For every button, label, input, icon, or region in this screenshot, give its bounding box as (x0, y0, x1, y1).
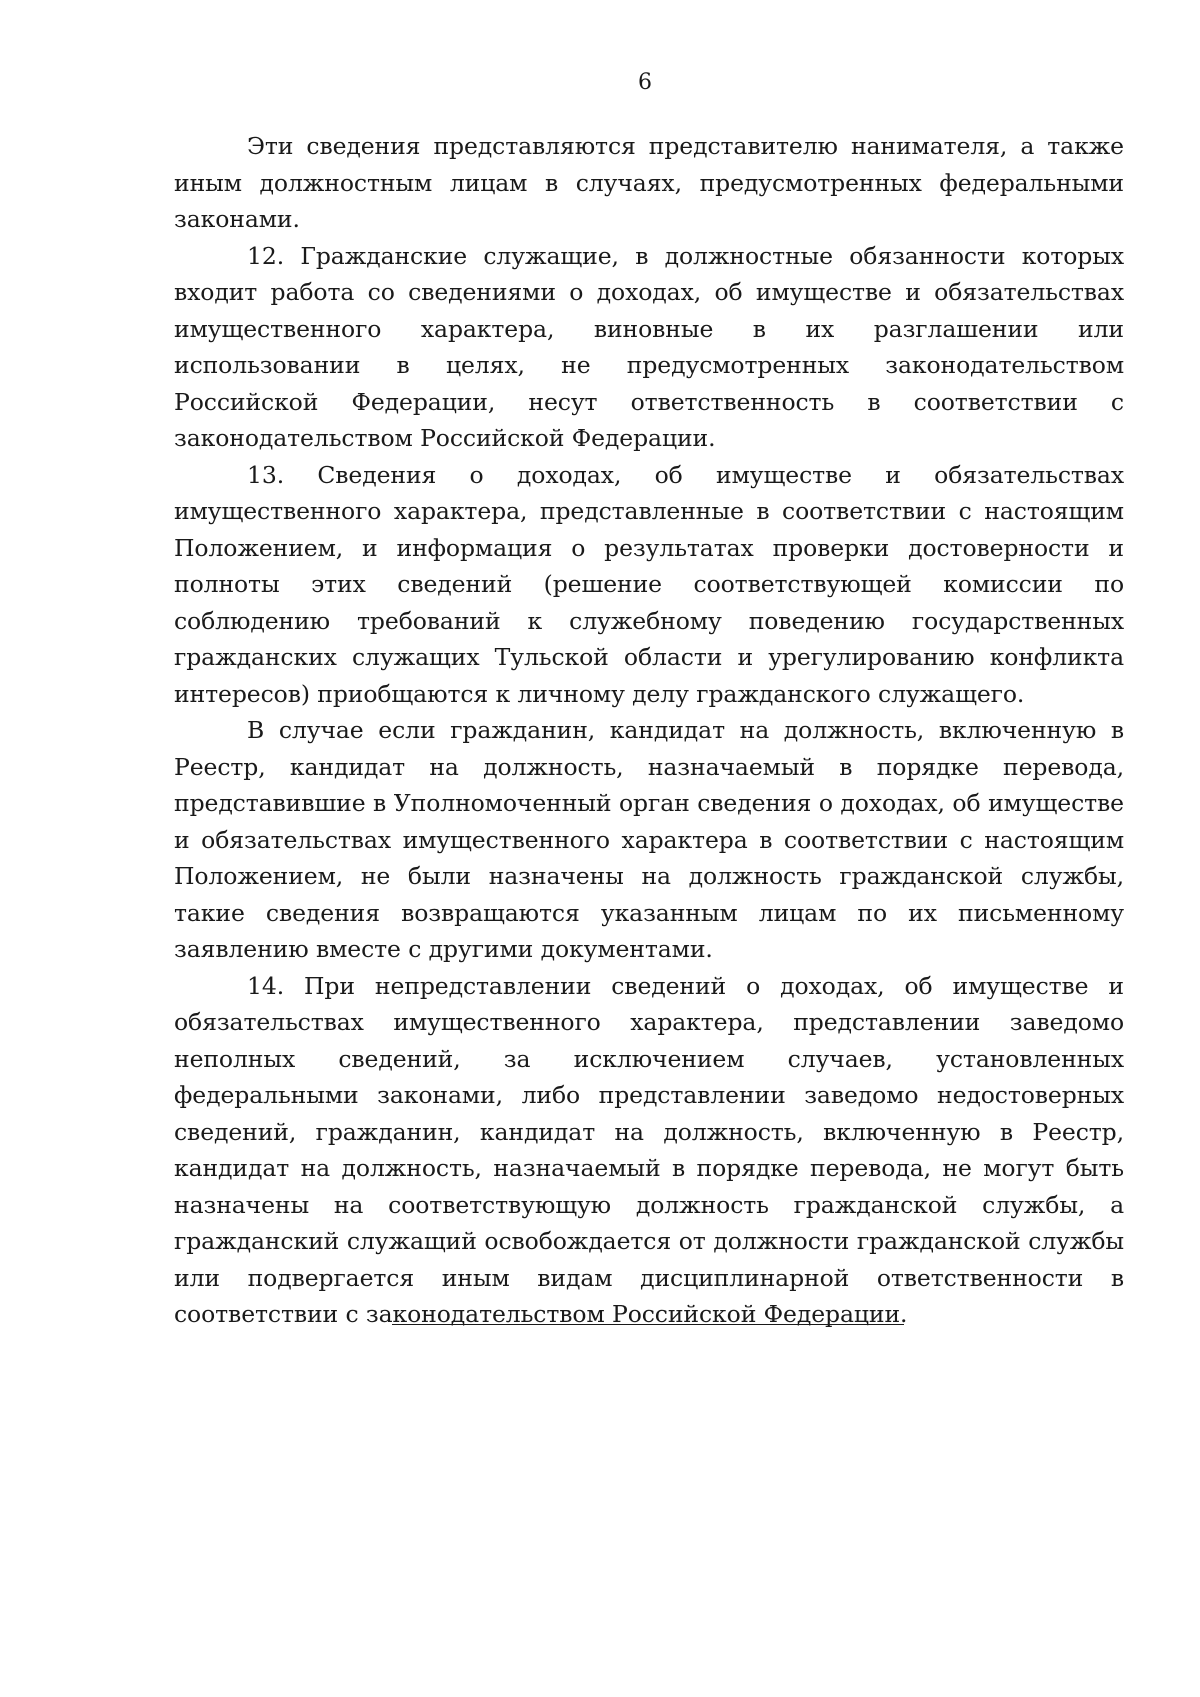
paragraph-14: 14. При непредставлении сведений о доходах, об имуществе и обязательствах имущественного характера, представлении заведомо неполных сведений, за исключением случаев, установленных федеральными законами, либо представлении заведомо недостоверных сведений, гражданин, кандидат на должность, включенную в Реестр, кандидат на должность, назначаемый в порядке перевода, не могут быть назначены на соответствующую должность гражданской службы, а гражданский служащий освобождается от должности гражданской службы или подвергается иным видам дисциплинарной ответственности в соответствии с законодательством Российской Федерации. (174, 971, 1124, 1328)
paragraph-12: 12. Гражданские служащие, в должностные обязанности которых входит работа со сведениями о доходах, об имуществе и обязательствах имущественного характера, виновные в их разглашении или использовании в целях, не предусмотренных законодательством Российской Федерации, несут ответственность в соответствии с законодательством Российской Федерации. (174, 241, 1124, 452)
paragraph-13: 13. Сведения о доходах, об имуществе и обязательствах имущественного характера, представленные в соответствии с настоящим Положением, и информация о результатах проверки достоверности и полноты этих сведений (решение соответствующей комиссии по соблюдению требований к служебному поведению государственных гражданских служащих Тульской области и урегулированию конфликта интересов) приобщаются к личному делу гражданского служащего. (174, 460, 1124, 708)
page-number: 6 (638, 70, 652, 95)
paragraph-13-addendum: В случае если гражданин, кандидат на должность, включенную в Реестр, кандидат на должность, назначаемый в порядке перевода, представившие в Уполномоченный орган сведения о доходах, об имуществе и обязательствах имущественного характера в соответствии с настоящим Положением, не были назначены на должность гражданской службы, такие сведения возвращаются указанным лицам по их письменному заявлению вместе с другими документами. (174, 716, 1124, 963)
document-body (174, 128, 1124, 1333)
paragraph-continuation: Эти сведения представляются представителю нанимателя, а также иным должностным лицам в случаях, предусмотренных федеральными законами. (174, 132, 1124, 233)
closing-divider-line (392, 1324, 904, 1325)
